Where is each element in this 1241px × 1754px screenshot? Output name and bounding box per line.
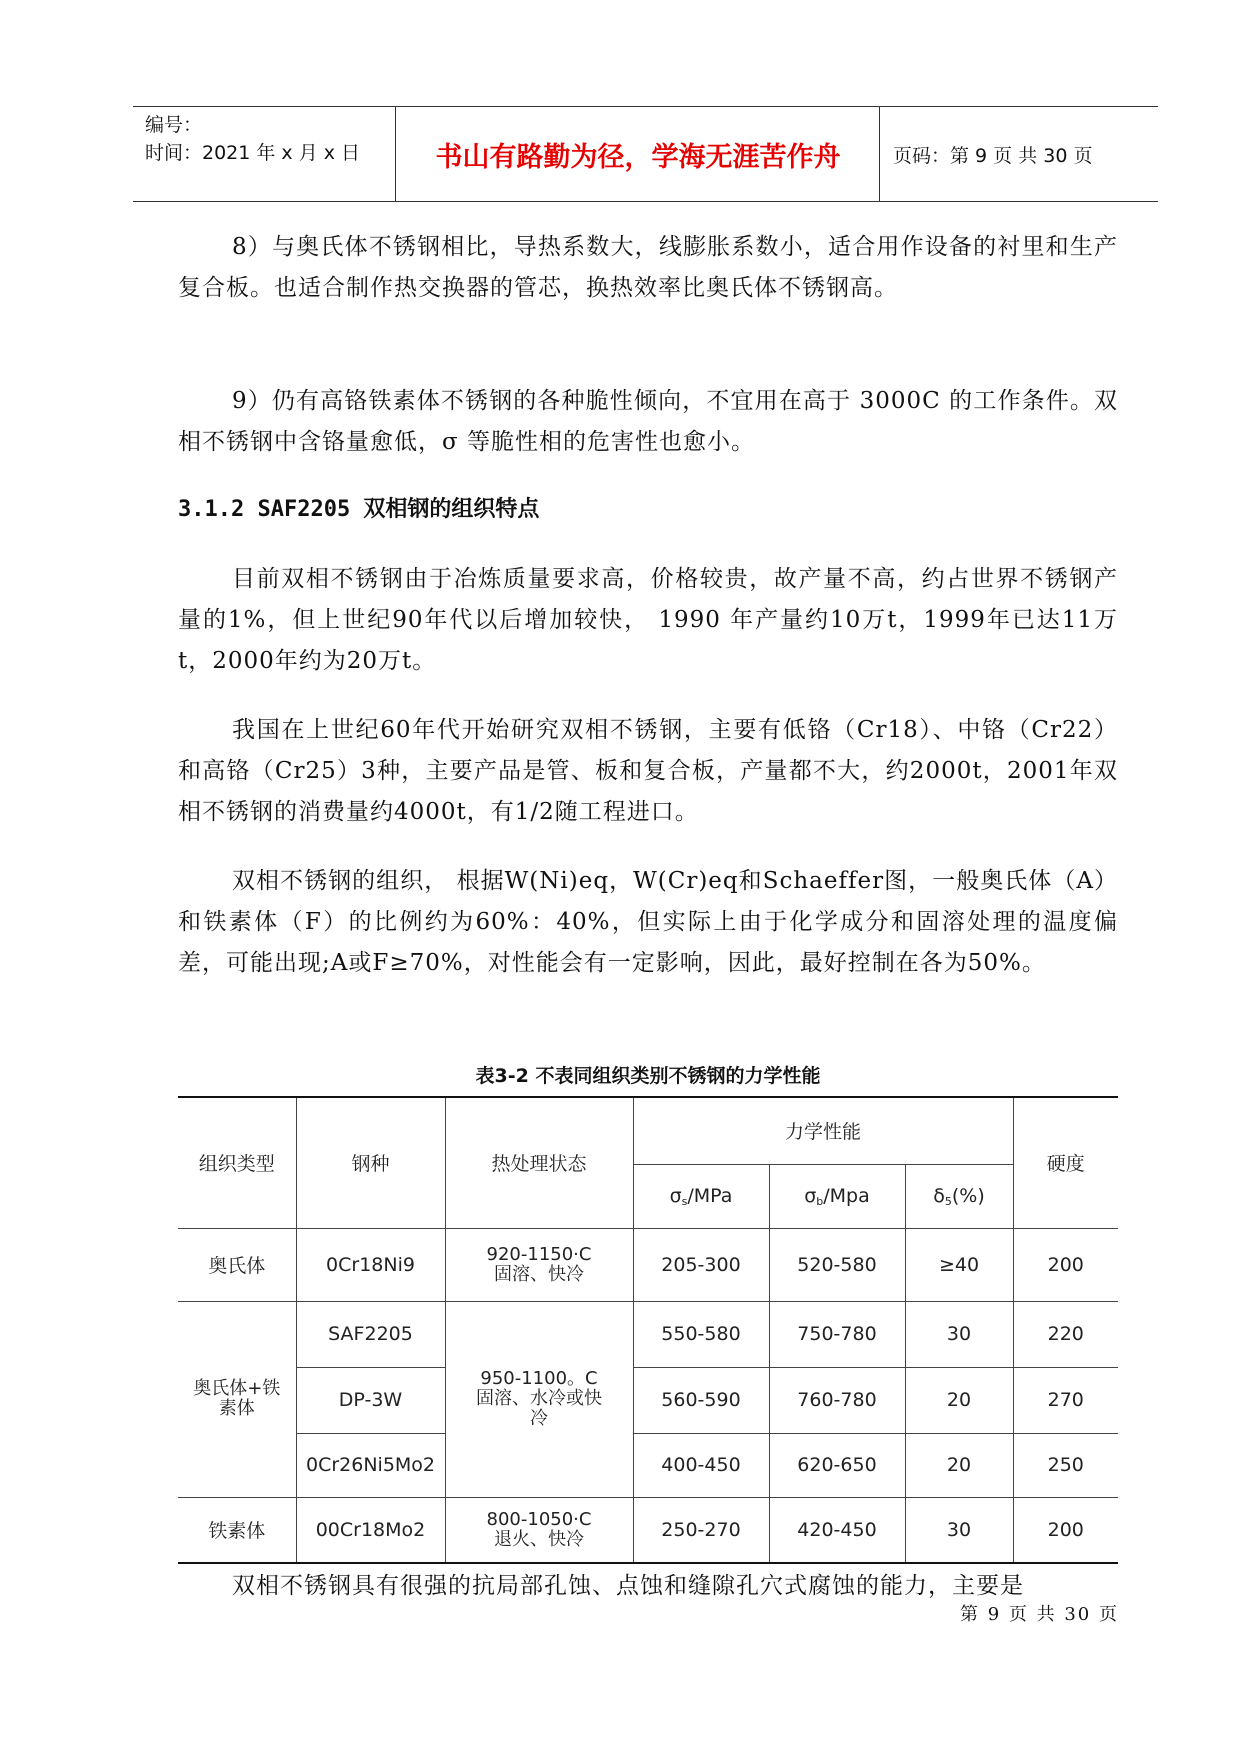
cell-tensile: 750-780 bbox=[769, 1301, 905, 1367]
cell-elongation: 20 bbox=[905, 1433, 1013, 1497]
header-motto: 书山有路勤为径，学海无涯苦作舟 bbox=[435, 141, 841, 173]
cell-elongation: 30 bbox=[905, 1301, 1013, 1367]
header-cell-grade: 钢种 bbox=[296, 1097, 445, 1228]
unit: (%) bbox=[951, 1184, 985, 1207]
type-line: 奥氏体+铁 bbox=[193, 1378, 281, 1399]
section-heading: 3.1.2 SAF2205 双相钢的组织特点 bbox=[178, 497, 540, 522]
header-cell-elongation bbox=[905, 1164, 1013, 1228]
delta-symbol: δ bbox=[933, 1184, 945, 1207]
treatment-method: 退火、快冷 bbox=[494, 1528, 584, 1550]
header-cell-treatment: 热处理状态 bbox=[445, 1097, 633, 1228]
subscript: s bbox=[681, 1194, 688, 1208]
cell-grade: 0Cr18Ni9 bbox=[296, 1228, 445, 1301]
header-meta bbox=[145, 111, 395, 197]
table-header-row bbox=[178, 1097, 1118, 1164]
cell-grade: SAF2205 bbox=[296, 1301, 445, 1367]
table-row bbox=[178, 1228, 1118, 1301]
sigma-symbol: σ bbox=[804, 1184, 817, 1207]
header-divider bbox=[395, 107, 396, 201]
cell-tensile: 760-780 bbox=[769, 1367, 905, 1433]
paragraph-item-8: 8）与奥氏体不锈钢相比，导热系数大，线膨胀系数小，适合用作设备的衬里和生产复合板。也适合制作热交换器的管芯，换热效率比奥氏体不锈钢高。 bbox=[178, 234, 1118, 301]
treatment-method: 固溶、快冷 bbox=[494, 1263, 584, 1285]
cell-hardness: 220 bbox=[1013, 1301, 1118, 1367]
cell-elongation: ≥40 bbox=[905, 1228, 1013, 1301]
table-row bbox=[178, 1433, 1118, 1497]
header-cell-type: 组织类型 bbox=[178, 1097, 296, 1228]
header-cell-tensile-strength bbox=[769, 1164, 905, 1228]
sigma-symbol: σ bbox=[669, 1184, 682, 1207]
cell-type: 铁素体 bbox=[178, 1497, 296, 1563]
cell-elongation: 30 bbox=[905, 1497, 1013, 1563]
cell-hardness: 200 bbox=[1013, 1497, 1118, 1563]
header-page-info: 页码：第 9 页 共 30 页 bbox=[893, 144, 1093, 167]
subscript: 5 bbox=[944, 1194, 952, 1208]
treatment-method: 固溶、水冷或快 bbox=[476, 1388, 602, 1409]
treatment-temp: 920-1150·C bbox=[486, 1243, 592, 1265]
cell-treatment bbox=[445, 1301, 633, 1497]
table-row bbox=[178, 1497, 1118, 1563]
treatment-method: 冷 bbox=[530, 1408, 548, 1429]
cell-yield: 560-590 bbox=[633, 1367, 769, 1433]
cell-yield: 400-450 bbox=[633, 1433, 769, 1497]
cell-hardness: 270 bbox=[1013, 1367, 1118, 1433]
cell-tensile: 520-580 bbox=[769, 1228, 905, 1301]
paragraph-corrosion: 双相不锈钢具有很强的抗局部孔蚀、点蚀和缝隙孔穴式腐蚀的能力，主要是 bbox=[232, 1573, 1024, 1599]
cell-type: 奥氏体 bbox=[178, 1228, 296, 1301]
cell-treatment bbox=[445, 1228, 633, 1301]
cell-hardness: 250 bbox=[1013, 1433, 1118, 1497]
table-row bbox=[178, 1301, 1118, 1367]
paragraph-structure: 双相不锈钢的组织， 根据W(Ni)eq，W(Cr)eq和Schaeffer图，一般奥氏体（A）和铁素体（F）的比例约为60%：40%，但实际上由于化学成分和固溶处理的温度偏差，可能出现;A或F≥70%，对性能会有一定影响，因此，最好控制在各为50%。 bbox=[178, 868, 1118, 976]
unit: /MPa bbox=[687, 1184, 733, 1207]
header-cell-hardness: 硬度 bbox=[1013, 1097, 1118, 1228]
paragraph-item-9: 9）仍有高铬铁素体不锈钢的各种脆性倾向，不宜用在高于 3000C 的工作条件。双相不锈钢中含铬量愈低，σ 等脆性相的危害性也愈小。 bbox=[178, 388, 1118, 455]
paragraph-production: 目前双相不锈钢由于冶炼质量要求高，价格较贵，故产量不高，约占世界不锈钢产量的1%，但上世纪90年代以后增加较快， 1990 年产量约10万t，1999年已达11万t，2000年约为20万t。 bbox=[178, 566, 1119, 674]
unit: /Mpa bbox=[823, 1184, 870, 1207]
paragraph-china: 我国在上世纪60年代开始研究双相不锈钢，主要有低铬（Cr18）、中铬（Cr22）和高铬（Cr25）3种，主要产品是管、板和复合板，产量都不大，约2000t，2001年双相不锈钢的消费量约4000t，有1/2随工程进口。 bbox=[178, 717, 1118, 825]
treatment-temp: 800-1050·C bbox=[486, 1508, 592, 1530]
cell-grade: DP-3W bbox=[296, 1367, 445, 1433]
cell-hardness: 200 bbox=[1013, 1228, 1118, 1301]
header-cell-mechanical: 力学性能 bbox=[633, 1097, 1013, 1164]
header-divider bbox=[879, 107, 880, 201]
document-time: 时间：2021 年 x 月 x 日 bbox=[145, 142, 361, 164]
subscript: b bbox=[816, 1194, 824, 1208]
treatment-temp: 950-1100。C bbox=[480, 1368, 598, 1389]
cell-grade: 00Cr18Mo2 bbox=[296, 1497, 445, 1563]
page-header bbox=[133, 106, 1158, 202]
cell-elongation: 20 bbox=[905, 1367, 1013, 1433]
table-caption: 表3-2 不表同组织类别不锈钢的力学性能 bbox=[475, 1065, 821, 1087]
header-cell-yield-strength bbox=[633, 1164, 769, 1228]
cell-yield: 250-270 bbox=[633, 1497, 769, 1563]
cell-yield: 550-580 bbox=[633, 1301, 769, 1367]
table-row bbox=[178, 1367, 1118, 1433]
cell-type bbox=[178, 1301, 296, 1497]
page-footer: 第 9 页 共 30 页 bbox=[960, 1604, 1119, 1625]
cell-tensile: 420-450 bbox=[769, 1497, 905, 1563]
mechanical-properties-table bbox=[178, 1096, 1118, 1564]
cell-grade: 0Cr26Ni5Mo2 bbox=[296, 1433, 445, 1497]
cell-tensile: 620-650 bbox=[769, 1433, 905, 1497]
cell-yield: 205-300 bbox=[633, 1228, 769, 1301]
document-number-label: 编号： bbox=[145, 114, 203, 136]
type-line: 素体 bbox=[218, 1398, 255, 1419]
cell-treatment bbox=[445, 1497, 633, 1563]
